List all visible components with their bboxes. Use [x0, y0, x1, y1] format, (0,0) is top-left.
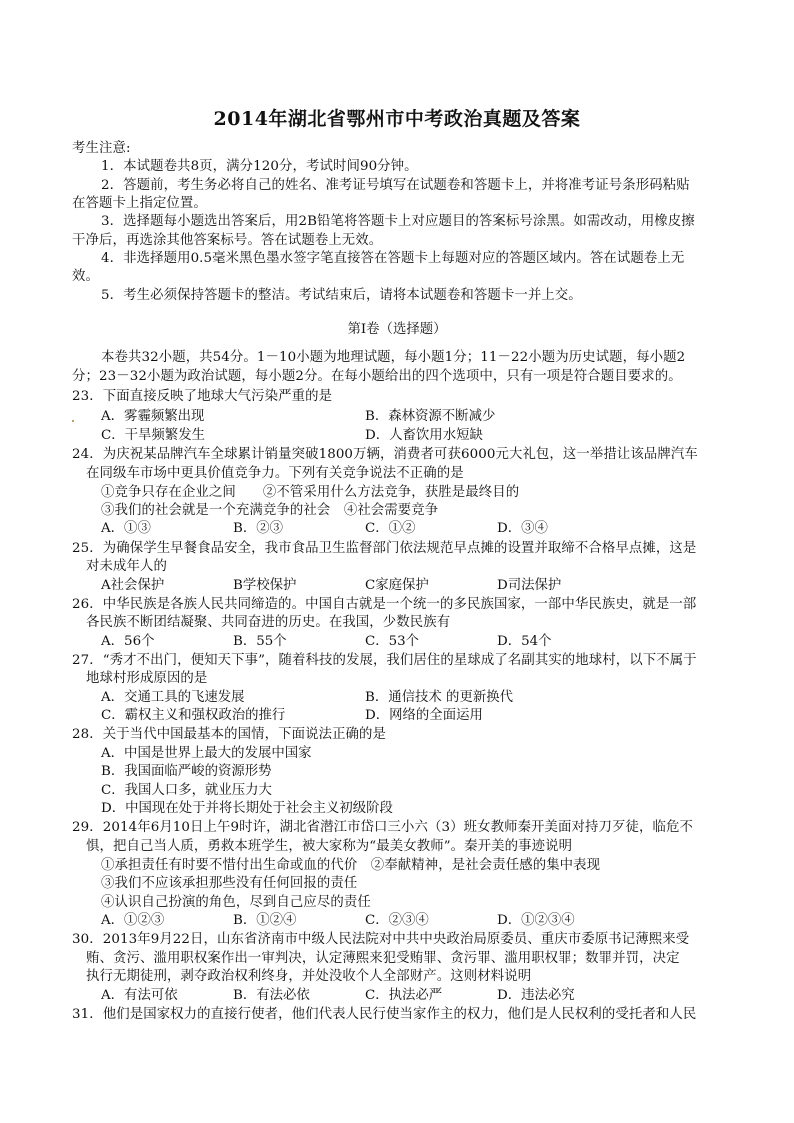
question-stem: 27．“秀才不出门，便知天下事”，随着科技的发展，我们居住的星球成了名副其实的地球村，以下不属于	[72, 653, 697, 668]
option-c: C．霸权主义和强权政治的推行	[101, 708, 286, 723]
option-c: C．执法必严	[365, 988, 443, 1003]
question-statement: ④认识自己扮演的角色，尽到自己应尽的责任	[101, 895, 371, 910]
question-stem: 对未成年人的	[86, 559, 167, 574]
notice-item: 在答题卡上指定位置。	[72, 196, 207, 211]
option-d: D．54个	[497, 634, 552, 649]
option-d: D司法保护	[497, 578, 562, 593]
document-title: 2014年湖北省鄂州市中考政治真题及答案	[213, 108, 581, 130]
notice-item: 2．答题前，考生务必将自己的姓名、准考证号填写在试题卷和答题卡上，并将准考证号条形码粘贴	[101, 178, 690, 193]
option-d: D．违法必究	[497, 988, 575, 1003]
notice-item: 效。	[72, 269, 99, 284]
question-stem: 31．他们是国家权力的直接行使者，他们代表人民行使当家作主的权力，他们是人民权利的受托者和人民	[72, 1007, 697, 1022]
option-b: B．55个	[233, 634, 287, 649]
option-a: A．有法可依	[101, 988, 178, 1003]
stray-mark	[72, 420, 74, 422]
option-b: B．②③	[233, 521, 284, 536]
question-stem: 地球村形成原因的是	[86, 671, 208, 686]
option-d: D．中国现在处于并将长期处于社会主义初级阶段	[101, 801, 393, 816]
question-stem: 30．2013年9月22日，山东省济南市中级人民法院对中共中央政治局原委员、重庆市委原书记薄熙来受	[72, 932, 690, 947]
option-a: A．①②③	[101, 913, 165, 928]
option-d: D．人畜饮用水短缺	[365, 428, 483, 443]
notice-heading: 考生注意:	[72, 141, 131, 156]
notice-item: 5．考生必须保持答题卡的整洁。考试结束后，请将本试题卷和答题卡一并上交。	[101, 288, 582, 303]
question-stem: 25．为确保学生早餐食品安全，我市食品卫生监督部门依法规范早点摊的设置并取缔不合格早点摊，这是	[72, 541, 697, 556]
section-intro: 分；23－32小题为政治试题，每小题2分。在每小题给出的四个选项中，只有一项是符合题目要求的。	[72, 369, 682, 384]
question-stem: 28．关于当代中国最基本的国情，下面说法正确的是	[72, 727, 387, 742]
option-a: A．交通工具的飞速发展	[101, 690, 245, 705]
option-b: B．①②④	[233, 913, 297, 928]
option-a: A．56个	[101, 634, 155, 649]
option-c: C．①②	[365, 521, 416, 536]
notice-item: 3．选择题每小题选出答案后，用2B铅笔将答题卡上对应题目的答案标号涂黑。如需改动，用橡皮擦	[101, 214, 695, 229]
option-c: C．干旱频繁发生	[101, 428, 205, 443]
option-b: B．通信技术 的更新换代	[365, 690, 514, 705]
option-c: C．53个	[365, 634, 420, 649]
notice-item: 4．非选择题用0.5毫米黑色墨水签字笔直接答在答题卡上每题对应的答题区域内。答在试题卷上无	[101, 251, 685, 266]
option-c: C．我国人口多，就业压力大	[101, 783, 272, 798]
question-stem: 29．2014年6月10日上午9时许，湖北省潜江市岱口三小六（3）班女教师秦开美面对持刀歹徒，临危不	[72, 820, 693, 835]
question-stem: 24．为庆祝某品牌汽车全球累计销量突破1800万辆，消费者可获6000元大礼包，这一举措让该品牌汽车	[72, 447, 698, 462]
question-statement: ①承担责任有时要不惜付出生命或血的代价 ②奉献精神，是社会责任感的集中表现	[101, 858, 601, 873]
section-title: 第Ⅰ卷（选择题）	[347, 322, 447, 337]
question-stem: 在同级车市场中更具价值竞争力。下列有关竞争说法不正确的是	[86, 466, 464, 481]
option-a: A．①③	[101, 521, 151, 536]
question-statement: ①竞争只存在企业之间 ②不管采用什么方法竞争，获胜是最终目的	[101, 485, 520, 500]
option-d: D．网络的全面运用	[365, 708, 483, 723]
option-d: D．③④	[497, 521, 548, 536]
question-stem: 贿、贪污、滥用职权案作出一审判决，认定薄熙来犯受贿罪、贪污罪、滥用职权罪；数罪并罚，决定	[86, 951, 680, 966]
question-stem: 26．中华民族是各族人民共同缔造的。中国自古就是一个统一的多民族国家，一部中华民族史，就是一部	[72, 597, 697, 612]
notice-item: 干净后，再选涂其他答案标号。答在试题卷上无效。	[72, 233, 383, 248]
option-a: A．中国是世界上最大的发展中国家	[101, 746, 312, 761]
option-d: D．①②③④	[497, 913, 575, 928]
question-stem: 各民族不断团结凝聚、共同奋进的历史。在我国，少数民族有	[86, 615, 451, 630]
question-statement: ③我们的社会就是一个充满竞争的社会 ④社会需要竞争	[101, 503, 439, 518]
question-stem: 惧，把自己当人质，勇救本班学生，被大家称为“最美女教师”。秦开美的事迹说明	[86, 839, 573, 854]
question-stem: 执行无期徒刑，剥夺政治权利终身，并处没收个人全部财产。这则材料说明	[86, 969, 532, 984]
option-a: A社会保护	[101, 578, 165, 593]
option-b: B学校保护	[233, 578, 297, 593]
option-b: B．我国面临严峻的资源形势	[101, 764, 272, 779]
option-c: C．②③④	[365, 913, 429, 928]
option-c: C家庭保护	[365, 578, 429, 593]
question-stem: 23．下面直接反映了地球大气污染严重的是	[72, 389, 333, 404]
option-b: B．有法必依	[233, 988, 310, 1003]
option-a: A．雾霾频繁出现	[101, 409, 205, 424]
section-intro: 本卷共32小题，共54分。1－10小题为地理试题，每小题1分；11－22小题为历史试题，每小题2	[101, 350, 686, 365]
question-statement: ③我们不应该承担那些没有任何回报的责任	[101, 876, 358, 891]
option-b: B．森林资源不断减少	[365, 409, 496, 424]
notice-item: 1．本试题卷共8页，满分120分，考试时间90分钟。	[101, 159, 418, 174]
